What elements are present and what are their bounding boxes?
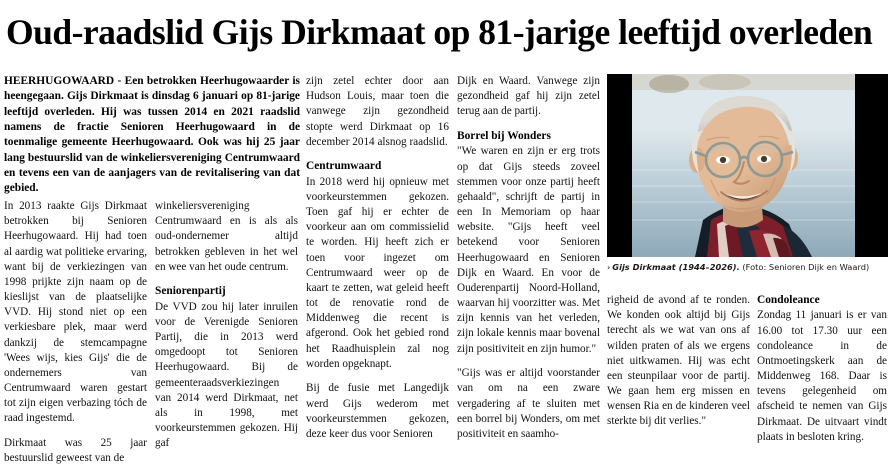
article-column-2 — [155, 199, 298, 451]
paragraph: Dijk en Waard. Vanwege zijn gezondheid gaf hij zijn zetel terug aan de partij. — [457, 75, 600, 118]
paragraph: "Gijs was er altijd voorstander van om na een zware vergadering af te sluiten met een borrel bij Wonders, om met positiviteit en saamho- — [457, 367, 600, 440]
paragraph: In 2018 werd hij opnieuw met voorkeurstemmen gekozen. Toen gaf hij er echter de voorkeur aan om commissielid te worden. Hij heeft zich er toen voor ingezet om Centrumwaard weer op de kaart te zetten, wat geleid heeft tot de renovatie rond de Middenweg die recent is afgerond. Ook het gebied rond het Raadhuisplein zal nog worden opgeknapt. — [306, 175, 449, 370]
section-subhead-centrumwaard: Centrumwaard — [306, 160, 382, 173]
caption-subject-name: Gijs Dirkmaat (1944–2026). — [612, 262, 740, 272]
article-photo — [607, 74, 888, 257]
paragraph: zijn zetel echter door aan Hudson Louis, maar toen die vanwege zijn gezondheid stopte werd Dirkmaat op 16 december 2014 alsnog raadslid. — [306, 75, 449, 148]
article-headline: Oud-raadslid Gijs Dirkmaat op 81-jarige leeftijd overleden — [6, 12, 873, 52]
portrait-image — [607, 74, 888, 257]
photo-caption — [607, 262, 888, 273]
paragraph: Zondag 11 januari is er van 16.00 tot 17.30 uur een condoleance in de Ontmoetingskerk aan de Middenweg 168. Daar is tevens gelegenheid om afscheid te nemen van Gijs Dirkmaat. De uitvaart vindt plaats in besloten kring. — [757, 309, 887, 443]
paragraph: Dirkmaat was 25 jaar bestuurslid geweest van de — [4, 437, 147, 465]
section-subhead-borrel-bij-wonders: Borrel bij Wonders — [457, 130, 551, 143]
caption-photo-credit: (Foto: Senioren Dijk en Waard) — [742, 262, 870, 272]
paragraph: De VVD zou hij later inruilen voor de Verenigde Senioren Partij, die in 2013 werd omgedoopt tot Senioren Heerhugowaard. Bij de gemeenteraadsverkiezingen van 2014 werd Dirkmaat, net als in 1998, met voorkeurstemmen gekozen. Hij gaf — [155, 300, 298, 450]
paragraph: righeid de avond af te ronden. We konden ook altijd bij Gijs terecht als we wat van ons af wilden praten of als we ergens niet uitkwamen. Hij was echt een steunpilaar voor de partij. We gaan hem erg missen en wensen Ria en de kinderen veel sterkte bij dit verlies." — [607, 294, 750, 428]
article-column-6 — [757, 293, 887, 445]
article-column-4 — [457, 74, 600, 442]
article-lead-paragraph: HEERHUGOWAARD - Een betrokken Heerhugowaarder is heengegaan. Gijs Dirkmaat is dinsdag 6 januari op 81-jarige leeftijd overleden. Hij was tussen 2014 en 2021 raadslid namens de fractie Senioren Heerhugowaard in de toenmalige gemeente Heerhugowaard. Ook was hij 25 jaar lang bestuurslid van de winkeliersvereniging Centrumwaard en tevens een van de aanjagers van de revitalisering van dat gebied. — [4, 75, 300, 195]
section-subhead-seniorenpartij: Seniorenpartij — [155, 285, 226, 298]
paragraph: winkeliersvereniging Centrumwaard en is als als oud-ondernemer altijd betrokken gebleven in het wel en wee van het oude centrum. — [155, 200, 298, 273]
article-column-3 — [306, 74, 449, 442]
section-subhead-condoleance: Condoleance — [757, 294, 820, 306]
caption-arrow-icon: › — [607, 263, 611, 272]
paragraph: In 2013 raakte Gijs Dirkmaat betrokken bij Senioren Heerhugowaard. Hij had toen al aardig wat politieke ervaring, want bij de verkiezingen van 1998 prijkte zijn naam op de kieslijst van de plaatselijke VVD. Hij stond niet op een verkiesbare plek, maar werd dankzij de stemcampagne 'Wees wijs, kies Gijs' die de ondernemers van Centrumwaard waren gestart tot zijn eigen verbazing tóch de raad ingestemd. — [4, 200, 147, 425]
article-column-1 — [4, 199, 147, 466]
paragraph: Bij de fusie met Langedijk werd Gijs wederom met voorkeurstemmen gekozen, deze keer dus voor Senioren — [306, 382, 449, 440]
article-column-5 — [607, 293, 750, 430]
paragraph: "We waren en zijn er erg trots op dat Gijs steeds zoveel stemmen voor onze partij heeft gehaald", schrijft de partij in een In Memoriam op haar website. "Gijs heeft veel betekend voor Senioren Heerhugowaard en Senioren Dijk en Waard. En voor de Ouderenpartij Noord-Holland, waarvan hij voorzitter was. Met zijn kennis van het verleden, zijn lokale kennis maar bovenal zijn positiviteit en zijn humor." — [457, 145, 600, 355]
